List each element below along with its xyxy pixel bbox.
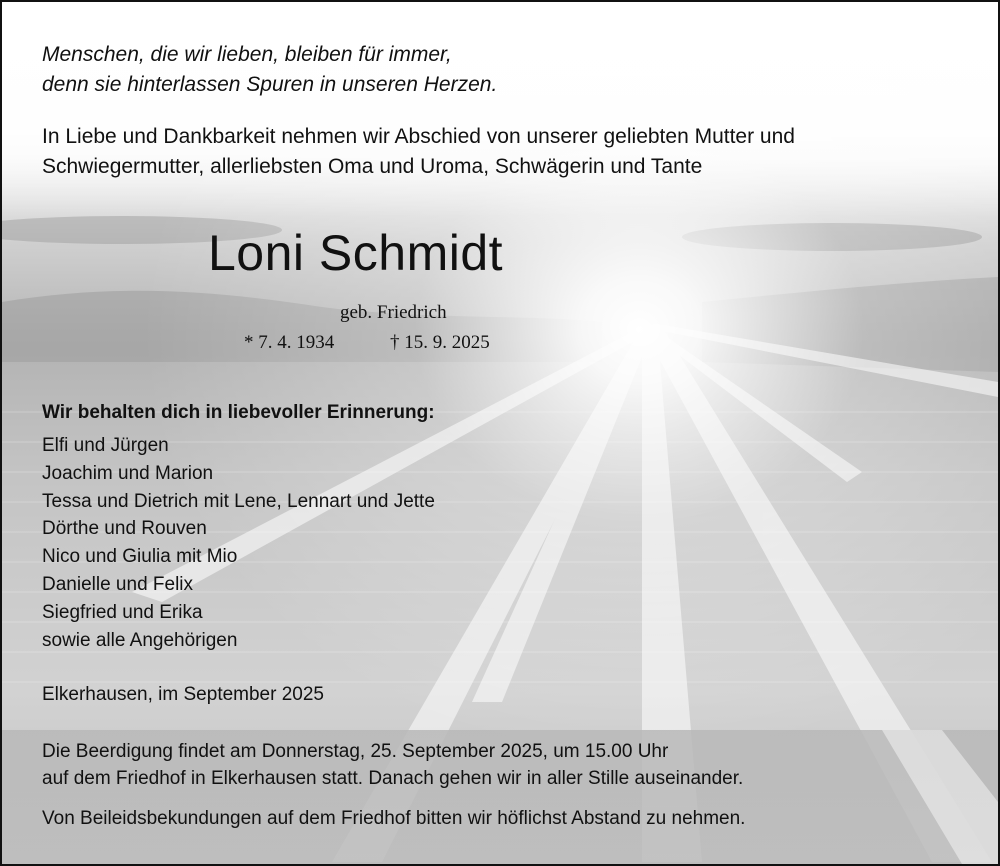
motto-line-2: denn sie hinterlassen Spuren in unseren Herzen.: [42, 73, 498, 96]
burial-line-1: Die Beerdigung findet am Donnerstag, 25. September 2025, um 15.00 Uhr: [42, 741, 669, 762]
mourner-item: Danielle und Felix: [42, 573, 194, 595]
deceased-name: Loni Schmidt: [208, 225, 504, 281]
mourners-heading: Wir behalten dich in liebevoller Erinnerung:: [42, 402, 435, 423]
mourner-item: Joachim und Marion: [42, 462, 214, 484]
place-and-date: Elkerhausen, im September 2025: [42, 684, 324, 705]
mourner-item: Dörthe und Rouven: [42, 518, 207, 540]
mourner-item: sowie alle Angehörigen: [42, 629, 238, 651]
birth-name: geb. Friedrich: [340, 302, 447, 323]
burial-info: [42, 738, 743, 792]
condolence-note: Von Beileidsbekundungen auf dem Friedhof bitten wir höflichst Abstand zu nehmen.: [42, 808, 746, 829]
intro-line-2: Schwiegermutter, allerliebsten Oma und Uroma, Schwägerin und Tante: [42, 155, 703, 178]
birth-date: * 7. 4. 1934: [244, 332, 335, 353]
mourners-list: [42, 432, 435, 654]
mourner-item: Elfi und Jürgen: [42, 435, 169, 456]
mourner-item: Nico und Giulia mit Mio: [42, 546, 238, 568]
mourner-item: Siegfried und Erika: [42, 601, 203, 623]
burial-line-2: auf dem Friedhof in Elkerhausen statt. Danach gehen wir in aller Stille auseinander.: [42, 768, 744, 789]
intro-text: [42, 122, 795, 182]
death-date: † 15. 9. 2025: [390, 332, 490, 353]
motto-line-1: Menschen, die wir lieben, bleiben für immer,: [42, 43, 452, 66]
motto-verse: [42, 40, 497, 100]
mourner-item: Tessa und Dietrich mit Lene, Lennart und Jette: [42, 490, 435, 512]
intro-line-1: In Liebe und Dankbarkeit nehmen wir Abschied von unserer geliebten Mutter und: [42, 125, 795, 148]
